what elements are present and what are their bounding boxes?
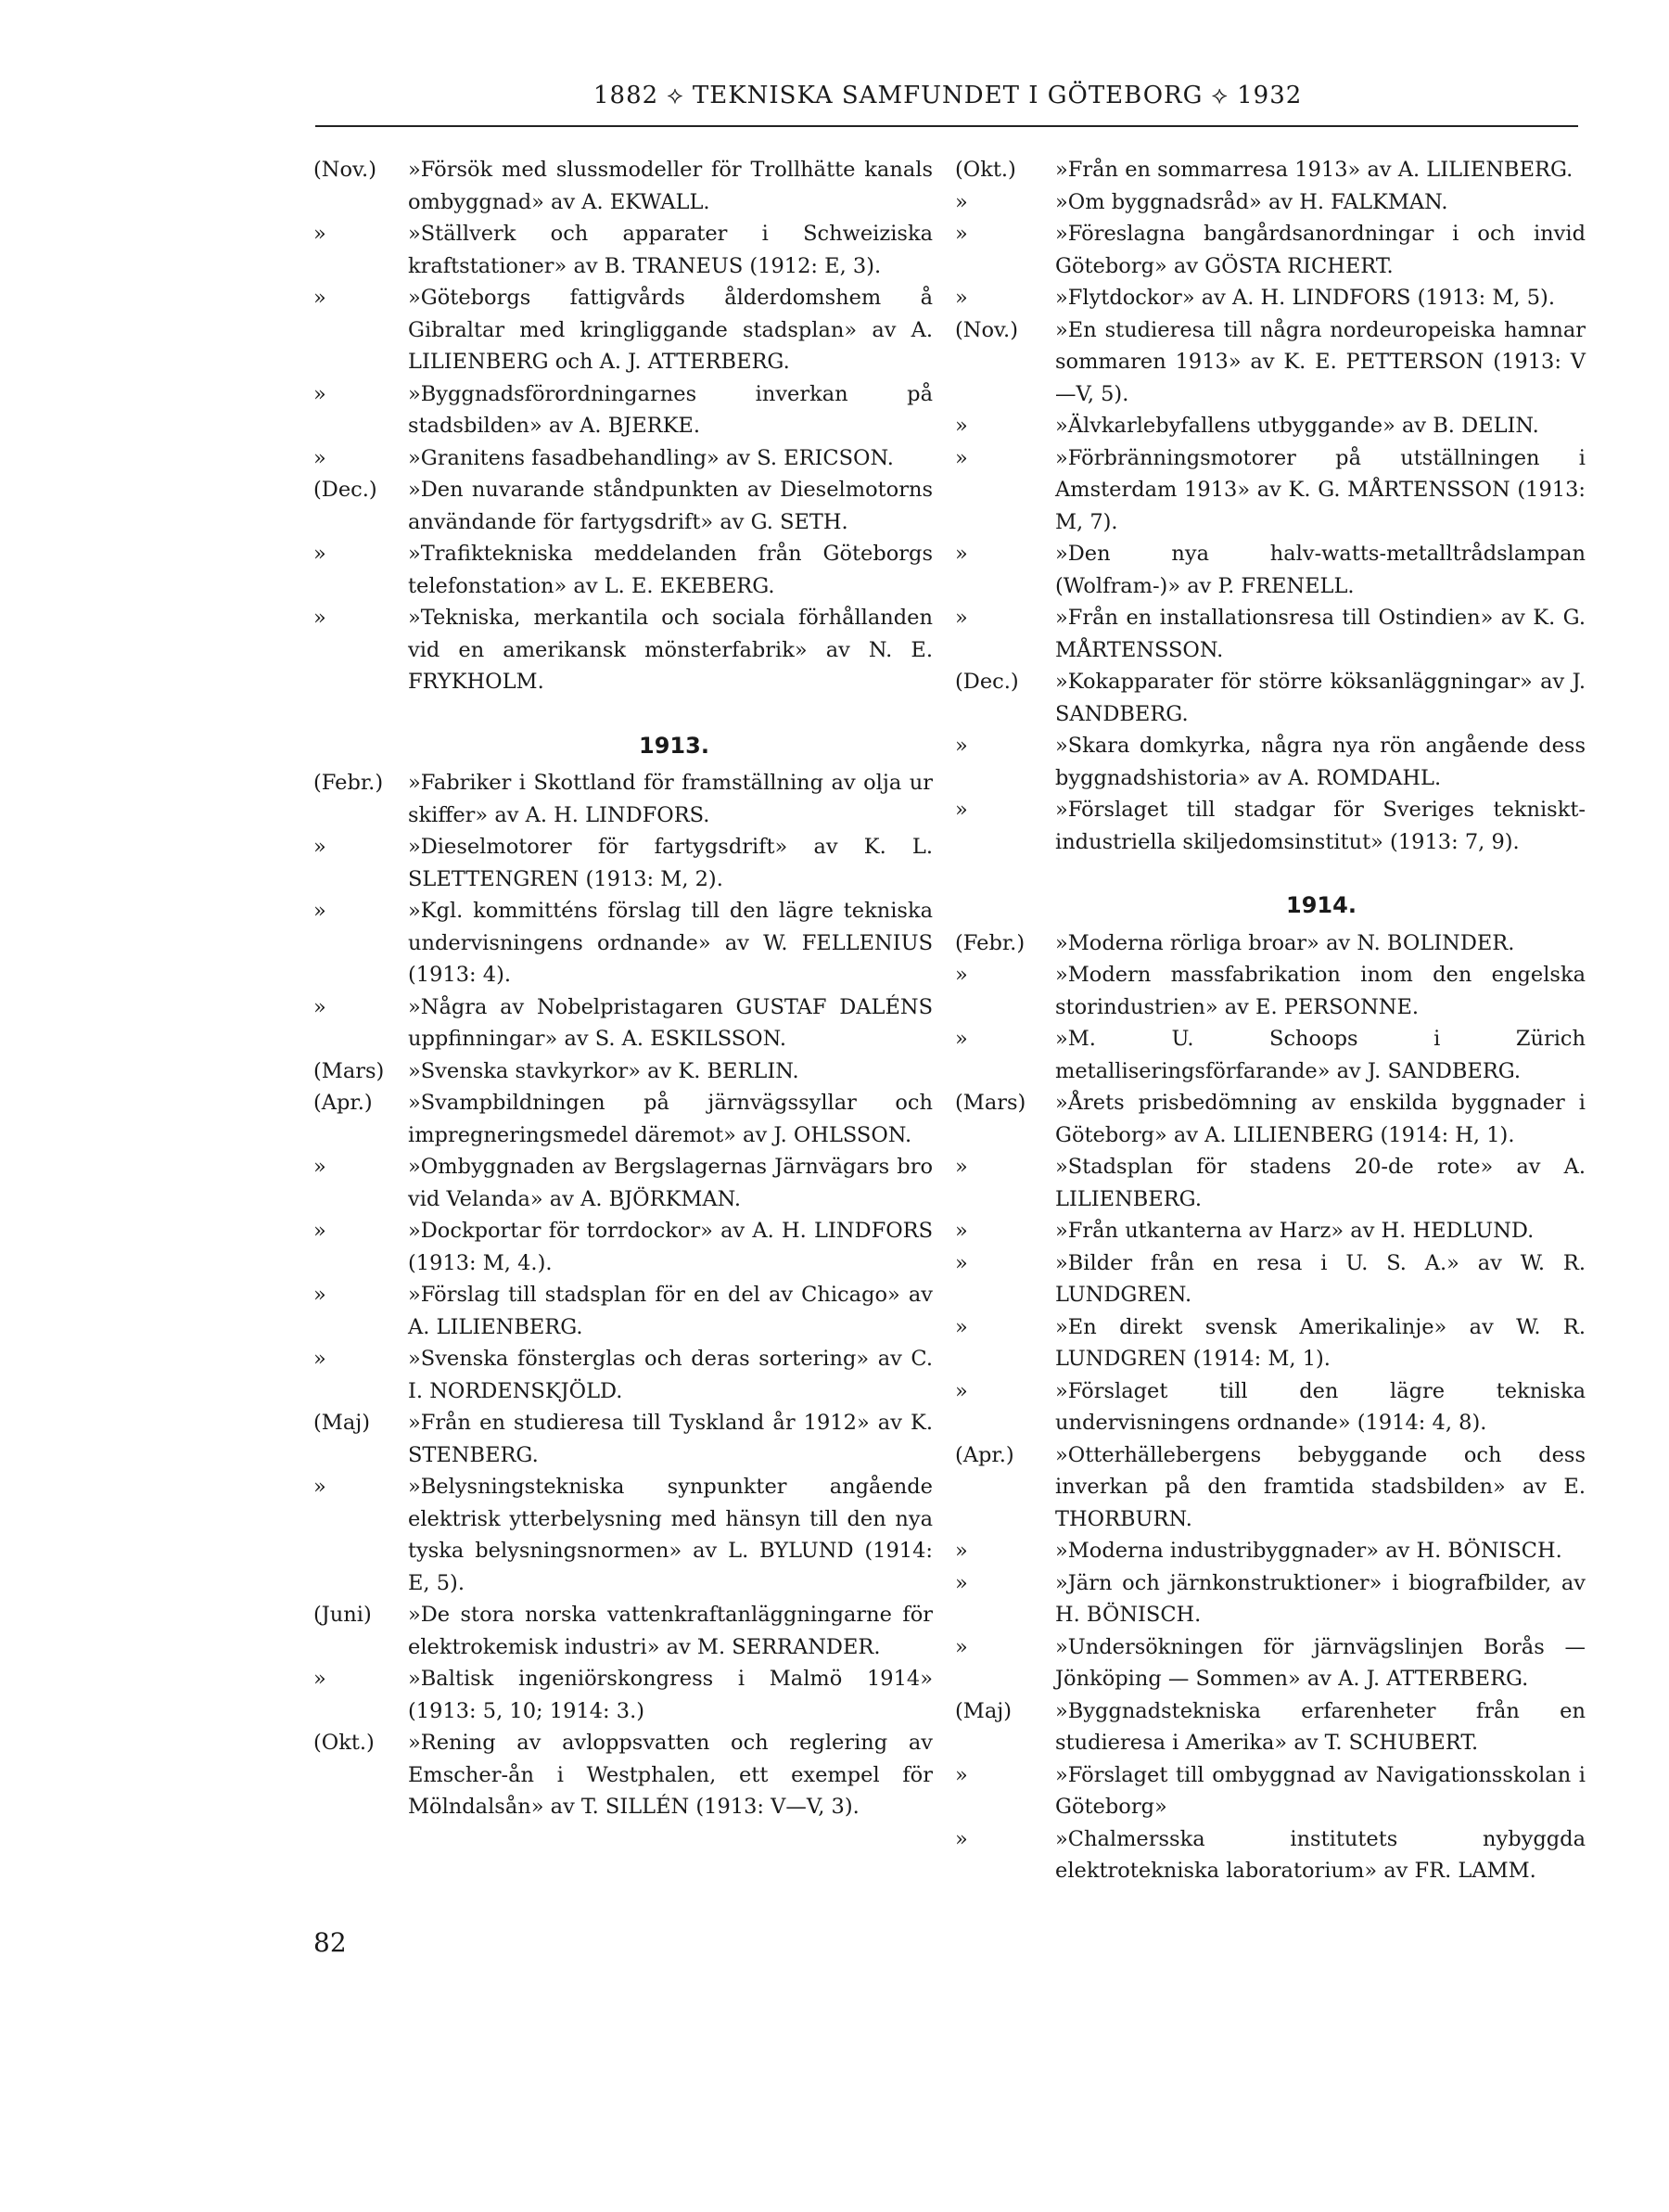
entry-text: »Stadsplan för stadens 20-de rote» av A. LILIENBERG. xyxy=(1055,1155,1586,1211)
entry-date: (Apr.) xyxy=(313,1091,373,1115)
entry-date: » xyxy=(955,542,968,566)
entry-date: » xyxy=(955,1762,968,1787)
entry-text: »Kokapparater för större köksanläggningar» av J. SANDBERG. xyxy=(1055,670,1586,726)
list-item xyxy=(313,154,933,218)
entry-date: » xyxy=(955,445,968,470)
entry-date: » xyxy=(955,1570,968,1595)
list-item xyxy=(313,1663,933,1727)
entry-text: »Försök med slussmodeller för Trollhätte kanals ombyggnad» av A. EKWALL. xyxy=(408,158,933,214)
header-rule xyxy=(315,125,1578,127)
list-item xyxy=(313,1599,933,1663)
list-item xyxy=(313,442,933,475)
list-item xyxy=(955,1023,1586,1087)
right-entries-a xyxy=(955,154,1586,858)
list-item xyxy=(955,1151,1586,1215)
entry-date: » xyxy=(313,606,326,630)
entry-text: »Tekniska, merkantila och sociala förhållanden vid en amerikansk mönsterfabrik» av N. E. FRYKHOLM. xyxy=(408,606,933,694)
list-item xyxy=(955,1247,1586,1311)
entry-text: »Svenska stavkyrkor» av K. BERLIN. xyxy=(408,1058,799,1083)
list-item xyxy=(955,666,1586,730)
entry-date: » xyxy=(955,1378,968,1403)
entry-date: » xyxy=(313,1475,326,1499)
entry-text: »Ombyggnaden av Bergslagernas Järnvägars bro vid Velanda» av A. BJÖRKMAN. xyxy=(408,1155,933,1211)
list-item xyxy=(955,602,1586,666)
entry-date: (Juni) xyxy=(313,1603,372,1627)
right-column xyxy=(955,154,1586,1887)
year-heading-1913: 1913. xyxy=(639,732,709,759)
entry-text: »Granitens fasadbehandling» av S. ERICSON. xyxy=(408,445,894,470)
list-item xyxy=(955,1375,1586,1439)
entry-text: »Förbränningsmotorer på utställningen i Amsterdam 1913» av K. G. MÅRTENSSON (1913: M, 7). xyxy=(1055,445,1586,534)
entry-text: »Belysningstekniska synpunkter angående elektrisk ytterbelysning med hänsyn till den nya tyska belysningsnormen» av L. BYLUND (1914: E, 5). xyxy=(408,1475,933,1595)
list-item xyxy=(955,794,1586,858)
entry-date: » xyxy=(955,798,968,822)
entry-date: » xyxy=(955,963,968,987)
list-item xyxy=(313,991,933,1055)
entry-text: »Föreslagna bangårdsanordningar i och invid Göteborg» av GÖSTA RICHERT. xyxy=(1055,222,1586,278)
running-header: 1882 ⟡ TEKNISKA SAMFUNDET I GÖTEBORG ⟡ 1932 xyxy=(593,82,1303,109)
entry-text: »M. U. Schoops i Zürich metalliseringsförfarande» av J. SANDBERG. xyxy=(1055,1027,1586,1083)
entry-date: » xyxy=(313,381,326,406)
entry-date: » xyxy=(955,1155,968,1179)
entry-date: » xyxy=(313,1283,326,1307)
list-item xyxy=(313,1279,933,1343)
list-item xyxy=(313,602,933,698)
list-item xyxy=(313,1087,933,1151)
list-item xyxy=(955,410,1586,442)
list-item xyxy=(955,927,1586,960)
entry-date: (Febr.) xyxy=(313,771,384,795)
left-entries-a xyxy=(313,154,933,698)
right-entries-b xyxy=(955,927,1586,1887)
entry-text: »Bilder från en resa i U. S. A.» av W. R. LUNDGREN. xyxy=(1055,1250,1586,1307)
year-heading-1914: 1914. xyxy=(1286,892,1357,918)
list-item xyxy=(313,831,933,895)
entry-text: »Otterhällebergens bebyggande och dess inverkan på den framtida stadsbilden» av E. THORBURN. xyxy=(1055,1442,1586,1531)
entry-text: »Älvkarlebyfallens utbyggande» av B. DELIN. xyxy=(1055,414,1539,438)
list-item xyxy=(313,1727,933,1823)
entry-date: » xyxy=(955,1634,968,1659)
entry-text: »Svenska fönsterglas och deras sortering» av C. I. NORDENSKJÖLD. xyxy=(408,1347,933,1403)
list-item xyxy=(313,895,933,991)
entry-date: » xyxy=(955,1314,968,1339)
list-item xyxy=(955,1567,1586,1631)
list-item xyxy=(955,1823,1586,1887)
entry-text: »Från en studieresa till Tyskland år 1912» av K. STENBERG. xyxy=(408,1411,933,1467)
entry-text: »Förslaget till den lägre tekniska undervisningens ordnande» (1914: 4, 8). xyxy=(1055,1378,1586,1435)
entry-date: (Febr.) xyxy=(955,930,1026,955)
list-item xyxy=(955,1311,1586,1375)
entry-date: » xyxy=(313,286,326,310)
list-item xyxy=(955,186,1586,219)
list-item xyxy=(955,1631,1586,1695)
entry-text: »Flytdockor» av A. H. LINDFORS (1913: M, 5). xyxy=(1055,286,1555,310)
entry-text: »Från en installationsresa till Ostindien» av K. G. MÅRTENSSON. xyxy=(1055,606,1586,662)
entry-date: » xyxy=(955,1027,968,1051)
entry-date: » xyxy=(955,286,968,310)
list-item xyxy=(313,474,933,538)
entry-text: »Baltisk ingeniörskongress i Malmö 1914» (1913: 5, 10; 1914: 3.) xyxy=(408,1667,933,1723)
list-item xyxy=(313,1471,933,1599)
entry-text: »Svampbildningen på järnvägssyllar och impregneringsmedel däremot» av J. OHLSSON. xyxy=(408,1091,933,1147)
entry-date: » xyxy=(955,734,968,758)
entry-text: »Den nya halv-watts-metalltrådslampan (Wolfram-)» av P. FRENELL. xyxy=(1055,542,1586,598)
list-item xyxy=(313,1407,933,1471)
left-column xyxy=(313,154,933,1823)
entry-date: » xyxy=(955,1539,968,1563)
list-item xyxy=(955,154,1586,186)
entry-date: (Dec.) xyxy=(313,478,377,502)
entry-date: (Mars) xyxy=(955,1091,1026,1115)
entry-text: »Järn och järnkonstruktioner» i biografbilder, av H. BÖNISCH. xyxy=(1055,1570,1586,1627)
entry-text: »Ställverk och apparater i Schweiziska kraftstationer» av B. TRANEUS (1912: E, 3). xyxy=(408,222,933,278)
list-item xyxy=(313,1055,933,1088)
list-item xyxy=(313,538,933,602)
entry-text: »Förslag till stadsplan för en del av Chicago» av A. LILIENBERG. xyxy=(408,1283,933,1339)
entry-date: » xyxy=(313,1219,326,1243)
entry-text: »De stora norska vattenkraftanläggningarne för elektrokemisk industri» av M. SERRANDER. xyxy=(408,1603,933,1659)
entry-date: » xyxy=(313,542,326,566)
entry-text: »Modern massfabrikation inom den engelska storindustrien» av E. PERSONNE. xyxy=(1055,963,1586,1019)
list-item xyxy=(313,1151,933,1215)
entry-date: (Mars) xyxy=(313,1058,385,1083)
entry-text: »Förslaget till stadgar för Sveriges tekniskt-industriella skiljedomsinstitut» (1913: 7, 9). xyxy=(1055,798,1586,854)
entry-date: (Nov.) xyxy=(955,317,1018,342)
entry-date: » xyxy=(313,222,326,246)
entry-date: (Dec.) xyxy=(955,670,1019,694)
entry-text: »Trafiktekniska meddelanden från Göteborgs telefonstation» av L. E. EKEBERG. xyxy=(408,542,933,598)
list-item xyxy=(955,730,1586,794)
entry-text: »Byggnadstekniska erfarenheter från en studieresa i Amerika» av T. SCHUBERT. xyxy=(1055,1698,1586,1755)
entry-text: »Från utkanterna av Harz» av H. HEDLUND. xyxy=(1055,1219,1535,1243)
entry-date: (Okt.) xyxy=(955,158,1016,182)
list-item xyxy=(955,282,1586,314)
list-item xyxy=(955,1087,1586,1151)
list-item xyxy=(955,538,1586,602)
entry-date: (Nov.) xyxy=(313,158,376,182)
entry-date: » xyxy=(955,1219,968,1243)
entry-date: » xyxy=(955,222,968,246)
list-item xyxy=(313,1215,933,1279)
entry-date: (Maj) xyxy=(955,1698,1012,1723)
entry-date: » xyxy=(313,835,326,859)
list-item xyxy=(313,1343,933,1407)
list-item xyxy=(955,1759,1586,1823)
entry-text: »Byggnadsförordningarnes inverkan på stadsbilden» av A. BJERKE. xyxy=(408,381,933,438)
entry-text: »Skara domkyrka, några nya rön angående dess byggnadshistoria» av A. ROMDAHL. xyxy=(1055,734,1586,790)
list-item xyxy=(313,218,933,282)
entry-text: »En studieresa till några nordeuropeiska hamnar sommaren 1913» av K. E. PETTERSON (1913: V—V, 5). xyxy=(1055,317,1586,406)
entry-text: »Moderna rörliga broar» av N. BOLINDER. xyxy=(1055,930,1515,955)
list-item xyxy=(955,959,1586,1023)
entry-text: »Undersökningen för järnvägslinjen Borås — Jönköping — Sommen» av A. J. ATTERBERG. xyxy=(1055,1634,1586,1691)
entry-date: » xyxy=(313,1347,326,1371)
entry-date: » xyxy=(955,1250,968,1275)
list-item xyxy=(313,282,933,378)
list-item xyxy=(313,378,933,442)
entry-text: »Fabriker i Skottland för framställning av olja ur skiffer» av A. H. LINDFORS. xyxy=(408,771,933,827)
entry-date: » xyxy=(313,994,326,1019)
entry-date: (Maj) xyxy=(313,1411,370,1435)
page-number: 82 xyxy=(313,1927,347,1958)
entry-text: »Rening av avloppsvatten och reglering av Emscher-ån i Westphalen, ett exempel för Mölndalsån» av T. SILLÉN (1913: V—V, 3). xyxy=(408,1731,933,1819)
entry-date: » xyxy=(955,414,968,438)
list-item xyxy=(955,218,1586,282)
entry-text: »Dieselmotorer för fartygsdrift» av K. L. SLETTENGREN (1913: M, 2). xyxy=(408,835,933,891)
entry-date: » xyxy=(313,1155,326,1179)
entry-date: » xyxy=(313,899,326,923)
list-item xyxy=(955,1439,1586,1536)
list-item xyxy=(313,767,933,831)
entry-text: »Den nuvarande ståndpunkten av Dieselmotorns användande för fartygsdrift» av G. SETH. xyxy=(408,478,933,534)
entry-text: »Göteborgs fattigvårds ålderdomshem å Gibraltar med kringliggande stadsplan» av A. LILIENBERG och A. J. ATTERBERG. xyxy=(408,286,933,374)
list-item xyxy=(955,1535,1586,1567)
entry-date: » xyxy=(955,189,968,214)
list-item xyxy=(955,442,1586,539)
entry-text: »En direkt svensk Amerikalinje» av W. R. LUNDGREN (1914: M, 1). xyxy=(1055,1314,1586,1371)
list-item xyxy=(955,1215,1586,1247)
entry-text: »Chalmersska institutets nybyggda elektrotekniska laboratorium» av FR. LAMM. xyxy=(1055,1826,1586,1883)
entry-date: (Apr.) xyxy=(955,1442,1014,1467)
entry-date: » xyxy=(313,445,326,470)
entry-text: »Om byggnadsråd» av H. FALKMAN. xyxy=(1055,189,1448,214)
entry-text: »Några av Nobelpristagaren GUSTAF DALÉNS uppfinningar» av S. A. ESKILSSON. xyxy=(408,994,933,1051)
left-entries-b xyxy=(313,767,933,1823)
entry-date: (Okt.) xyxy=(313,1731,375,1755)
entry-date: » xyxy=(955,1826,968,1851)
list-item xyxy=(955,314,1586,411)
entry-date: » xyxy=(955,606,968,630)
entry-text: »Dockportar för torrdockor» av A. H. LINDFORS (1913: M, 4.). xyxy=(408,1219,933,1275)
entry-text: »Från en sommarresa 1913» av A. LILIENBERG. xyxy=(1055,158,1573,182)
list-item xyxy=(955,1695,1586,1759)
entry-text: »Förslaget till ombyggnad av Navigationsskolan i Göteborg» xyxy=(1055,1762,1586,1819)
entry-date: » xyxy=(313,1667,326,1691)
entry-text: »Moderna industribyggnader» av H. BÖNISCH. xyxy=(1055,1539,1562,1563)
entry-text: »Kgl. kommitténs förslag till den lägre tekniska undervisningens ordnande» av W. FELLENIUS (1913: 4). xyxy=(408,899,933,987)
entry-text: »Årets prisbedömning av enskilda byggnader i Göteborg» av A. LILIENBERG (1914: H, 1). xyxy=(1055,1091,1586,1147)
